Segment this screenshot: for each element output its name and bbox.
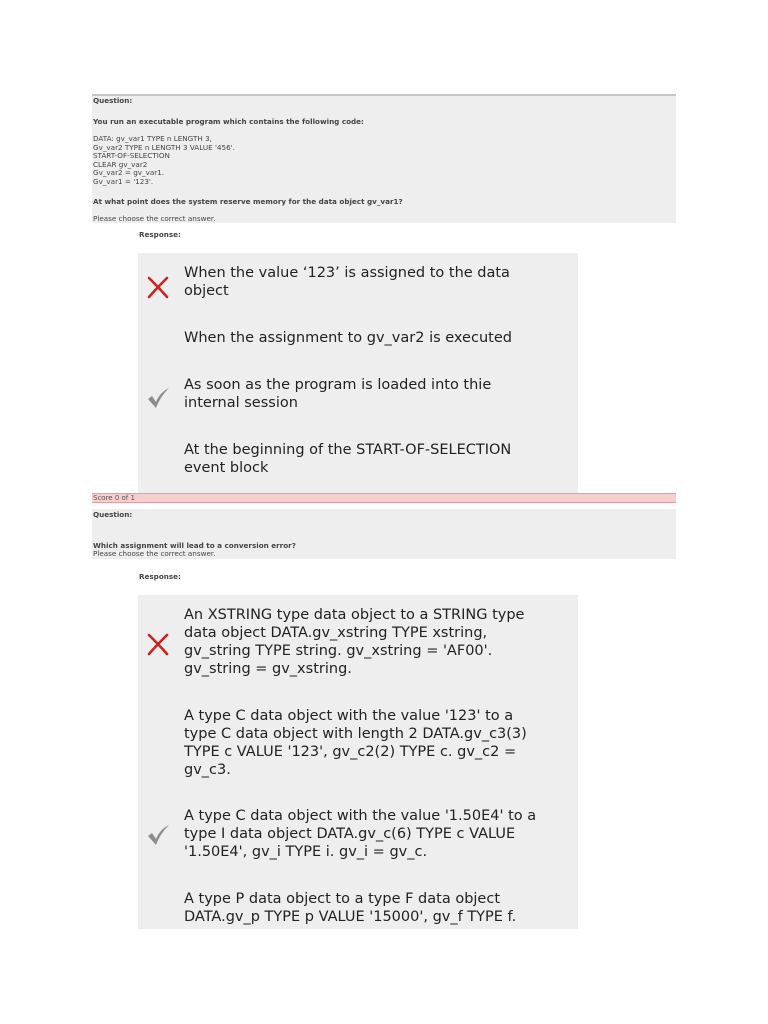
answer-option[interactable] <box>184 606 574 678</box>
answer-text-line: internal session <box>184 395 298 411</box>
question-prompt: Which assignment will lead to a conversion error? <box>93 541 296 550</box>
answer-text-line: event block <box>184 460 269 476</box>
question-heading: Question: <box>93 510 133 519</box>
answer-text-line: data object DATA.gv_xstring TYPE xstring, <box>184 625 488 641</box>
answer-text-line: A type P data object to a type F data object <box>184 891 501 907</box>
answer-text-line: object <box>184 283 229 299</box>
checkmark-icon <box>146 386 170 410</box>
answer-text-line: type I data object DATA.gv_c(6) TYPE c VALUE <box>184 826 516 842</box>
score-bar: Score 0 of 1 <box>92 493 676 503</box>
answer-option[interactable] <box>184 441 574 477</box>
response-panel-1 <box>138 253 578 493</box>
answer-text-line: TYPE c VALUE '123', gv_c2(2) TYPE c. gv_c2 = <box>184 744 517 760</box>
answer-option[interactable] <box>184 807 574 861</box>
answer-text-line: A type C data object with the value '1.50E4' to a <box>184 808 537 824</box>
answer-option[interactable] <box>184 329 574 347</box>
response-label: Response: <box>139 230 181 239</box>
answer-text-line: DATA.gv_p TYPE p VALUE '15000', gv_f TYPE f. <box>184 909 517 925</box>
code-line: DATA: gv_var1 TYPE n LENGTH 3, <box>93 134 212 143</box>
answer-text-line: gv_string = gv_xstring. <box>184 661 352 677</box>
question-intro: You run an executable program which contains the following code: <box>93 117 364 126</box>
code-line: CLEAR gv_var2 <box>93 159 148 169</box>
question-1-panel <box>92 94 676 223</box>
question-prompt: At what point does the system reserve memory for the data object gv_var1? <box>93 197 403 206</box>
response-label: Response: <box>139 572 181 581</box>
code-block <box>93 135 235 187</box>
code-line: Gv_var2 = gv_var1. <box>93 168 165 178</box>
code-line: Gv_var1 = '123'. <box>93 176 154 186</box>
answer-text-line: gv_string TYPE string. gv_xstring = 'AF00'. <box>184 643 493 659</box>
answer-text-line: At the beginning of the START-OF-SELECTION <box>184 442 512 458</box>
response-panel-2 <box>138 595 578 929</box>
answer-text-line: type C data object with length 2 DATA.gv_c3(3) <box>184 726 527 742</box>
code-line: START-OF-SELECTION <box>93 151 170 161</box>
answer-text-line: '1.50E4', gv_i TYPE i. gv_i = gv_c. <box>184 844 428 860</box>
answer-text-line: gv_c3. <box>184 762 231 778</box>
answer-text-line: A type C data object with the value '123' to a <box>184 708 514 724</box>
answer-text-line: An XSTRING type data object to a STRING type <box>184 607 525 623</box>
question-2-panel <box>92 509 676 559</box>
answer-text-line: As soon as the program is loaded into thie <box>184 377 492 393</box>
answer-option[interactable] <box>184 890 574 926</box>
question-instruction: Please choose the correct answer. <box>93 549 216 558</box>
answer-text-line: When the assignment to gv_var2 is executed <box>184 330 512 346</box>
answer-option[interactable] <box>184 707 574 779</box>
question-instruction: Please choose the correct answer. <box>93 214 216 223</box>
wrong-x-icon <box>146 632 170 656</box>
code-line: Gv_var2 TYPE n LENGTH 3 VALUE '456'. <box>93 142 235 152</box>
checkmark-icon <box>146 823 170 847</box>
answer-option[interactable] <box>184 264 574 300</box>
answer-option[interactable] <box>184 376 574 412</box>
answer-text-line: When the value ‘123’ is assigned to the data <box>184 265 510 281</box>
wrong-x-icon <box>146 275 170 299</box>
question-heading: Question: <box>93 96 133 105</box>
